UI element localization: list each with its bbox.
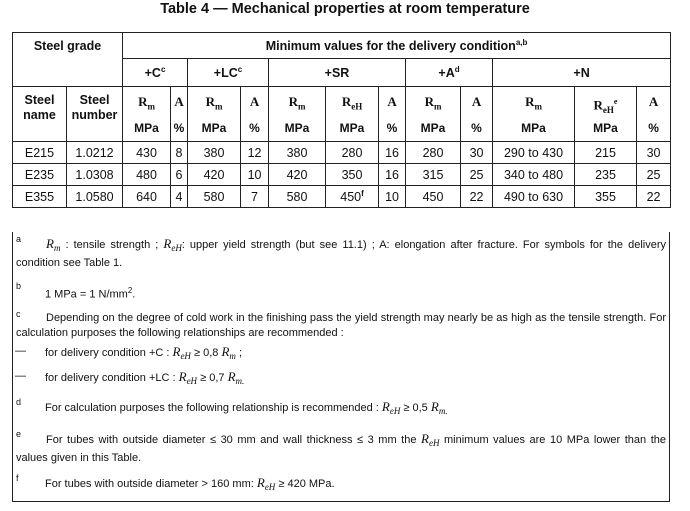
- list-dash: —: [15, 345, 26, 357]
- list-dash: —: [15, 370, 26, 382]
- n-a-header: A %: [637, 87, 671, 142]
- condition-a-header: $+A^d$: [406, 59, 493, 87]
- c-rm-value: 640: [123, 186, 171, 208]
- table-title: Table 4 — Mechanical properties at room temperature: [160, 1, 530, 17]
- n-rm-value: 490 to 630: [493, 186, 575, 208]
- table-row: [13, 186, 671, 208]
- steel-name: E215: [13, 142, 67, 164]
- footnote-d-text: For calculation purposes the following relationship is recommended : $R_{eH} \ge 0,5$ $R_{m.}$: [45, 399, 448, 417]
- n-reh-header: $R_{eH}^e$ MPa: [575, 87, 637, 142]
- sr-reh-value: 450$^f$: [326, 186, 379, 208]
- sr-rm-value: 580: [269, 186, 326, 208]
- lc-a-value: 12: [241, 142, 269, 164]
- sr-reh-header: $R_{eH}$ MPa: [326, 87, 379, 142]
- lc-a-value: 7: [241, 186, 269, 208]
- footnote-c-item-2-text: for delivery condition +LC : $R_{eH} \ge 0,7$ $R_{m.}$: [45, 369, 245, 387]
- footnote-a-text: $R_m$ : tensile strength ; $R_{eH}$: upper yield strength (but see 11.1) ; A: elongation after fracture. For symbols for the delivery condition see Table 1.: [16, 236, 667, 270]
- footnote-b-text: 1 MPa = 1 $N/mm^2$.: [45, 286, 136, 301]
- lc-rm-value: 380: [188, 142, 241, 164]
- c-rm-value: 480: [123, 164, 171, 186]
- steel-number-header: Steel number: [67, 87, 123, 142]
- footnote-marker: e: [16, 429, 22, 439]
- a-rm-value: 315: [406, 164, 461, 186]
- a-rm-value: 450: [406, 186, 461, 208]
- condition-n-header: +N: [493, 59, 671, 87]
- footnote-c-text: Depending on the degree of cold work in the finishing pass the yield strength may nearly be as high as the tensile strength. For calculation purposes the following relationships are recommended :: [16, 312, 666, 339]
- condition-sr-header: +SR: [269, 59, 406, 87]
- footnote-marker: b: [16, 281, 22, 291]
- table-row: [13, 164, 671, 186]
- c-rm-value: 430: [123, 142, 171, 164]
- c-rm-header: $R_m$ MPa: [123, 87, 171, 142]
- a-a-header: A %: [461, 87, 493, 142]
- a-rm-header: $R_m$ MPa: [406, 87, 461, 142]
- lc-rm-value: 580: [188, 186, 241, 208]
- lc-rm-header: $R_m$ MPa: [188, 87, 241, 142]
- footnote-marker: f: [16, 473, 19, 483]
- footnote-marker: c: [16, 309, 21, 319]
- c-a-header: A %: [171, 87, 188, 142]
- n-a-value: 25: [637, 164, 671, 186]
- c-a-value: 4: [171, 186, 188, 208]
- sr-rm-header: $R_m$ MPa: [269, 87, 326, 142]
- sr-reh-value: 280: [326, 142, 379, 164]
- steel-name: E235: [13, 164, 67, 186]
- c-a-value: 8: [171, 142, 188, 164]
- lc-a-value: 10: [241, 164, 269, 186]
- sr-rm-value: 420: [269, 164, 326, 186]
- condition-lc-header: $+LC^c$: [188, 59, 269, 87]
- table-footnotes: [12, 232, 670, 502]
- n-reh-value: 235: [575, 164, 637, 186]
- header-row-3: [13, 87, 671, 142]
- a-a-value: 22: [461, 186, 493, 208]
- n-reh-value: 215: [575, 142, 637, 164]
- sr-a-value: 10: [379, 186, 406, 208]
- steel-grade-header: Steel grade: [13, 33, 123, 87]
- sr-a-value: 16: [379, 142, 406, 164]
- footnote-c-item-1-text: for delivery condition +C : $R_{eH} \ge 0,8$ $R_m$ ;: [45, 344, 243, 362]
- sr-a-value: 16: [379, 164, 406, 186]
- minimum-values-header: Minimum values for the delivery condition$^{a,b}$: [123, 33, 671, 59]
- n-rm-value: 340 to 480: [493, 164, 575, 186]
- sr-rm-value: 380: [269, 142, 326, 164]
- a-rm-value: 280: [406, 142, 461, 164]
- n-a-value: 22: [637, 186, 671, 208]
- a-a-value: 30: [461, 142, 493, 164]
- steel-name-header: Steel name: [13, 87, 67, 142]
- sr-reh-value: 350: [326, 164, 379, 186]
- footnote-marker: d: [16, 397, 22, 407]
- mechanical-properties-table: [12, 32, 671, 208]
- sr-a-header: A %: [379, 87, 406, 142]
- a-a-value: 25: [461, 164, 493, 186]
- steel-number: 1.0308: [67, 164, 123, 186]
- condition-c-header: $+C^c$: [123, 59, 188, 87]
- header-row-1: [13, 33, 671, 59]
- c-a-value: 6: [171, 164, 188, 186]
- steel-number: 1.0212: [67, 142, 123, 164]
- table-row: [13, 142, 671, 164]
- n-rm-header: $R_m$ MPa: [493, 87, 575, 142]
- lc-a-header: A %: [241, 87, 269, 142]
- n-rm-value: 290 to 430: [493, 142, 575, 164]
- footnote-marker: a: [16, 234, 22, 244]
- footnote-e-text: For tubes with outside diameter ≤ 30 mm and wall thickness ≤ 3 mm the $R_{eH}$ minimum values are 10 MPa lower than the values given in this Table.: [16, 431, 666, 465]
- n-reh-value: 355: [575, 186, 637, 208]
- lc-rm-value: 420: [188, 164, 241, 186]
- steel-name: E355: [13, 186, 67, 208]
- n-a-value: 30: [637, 142, 671, 164]
- footnote-f-text: For tubes with outside diameter > 160 mm: $R_{eH} \ge 420$ MPa.: [45, 475, 335, 493]
- steel-number: 1.0580: [67, 186, 123, 208]
